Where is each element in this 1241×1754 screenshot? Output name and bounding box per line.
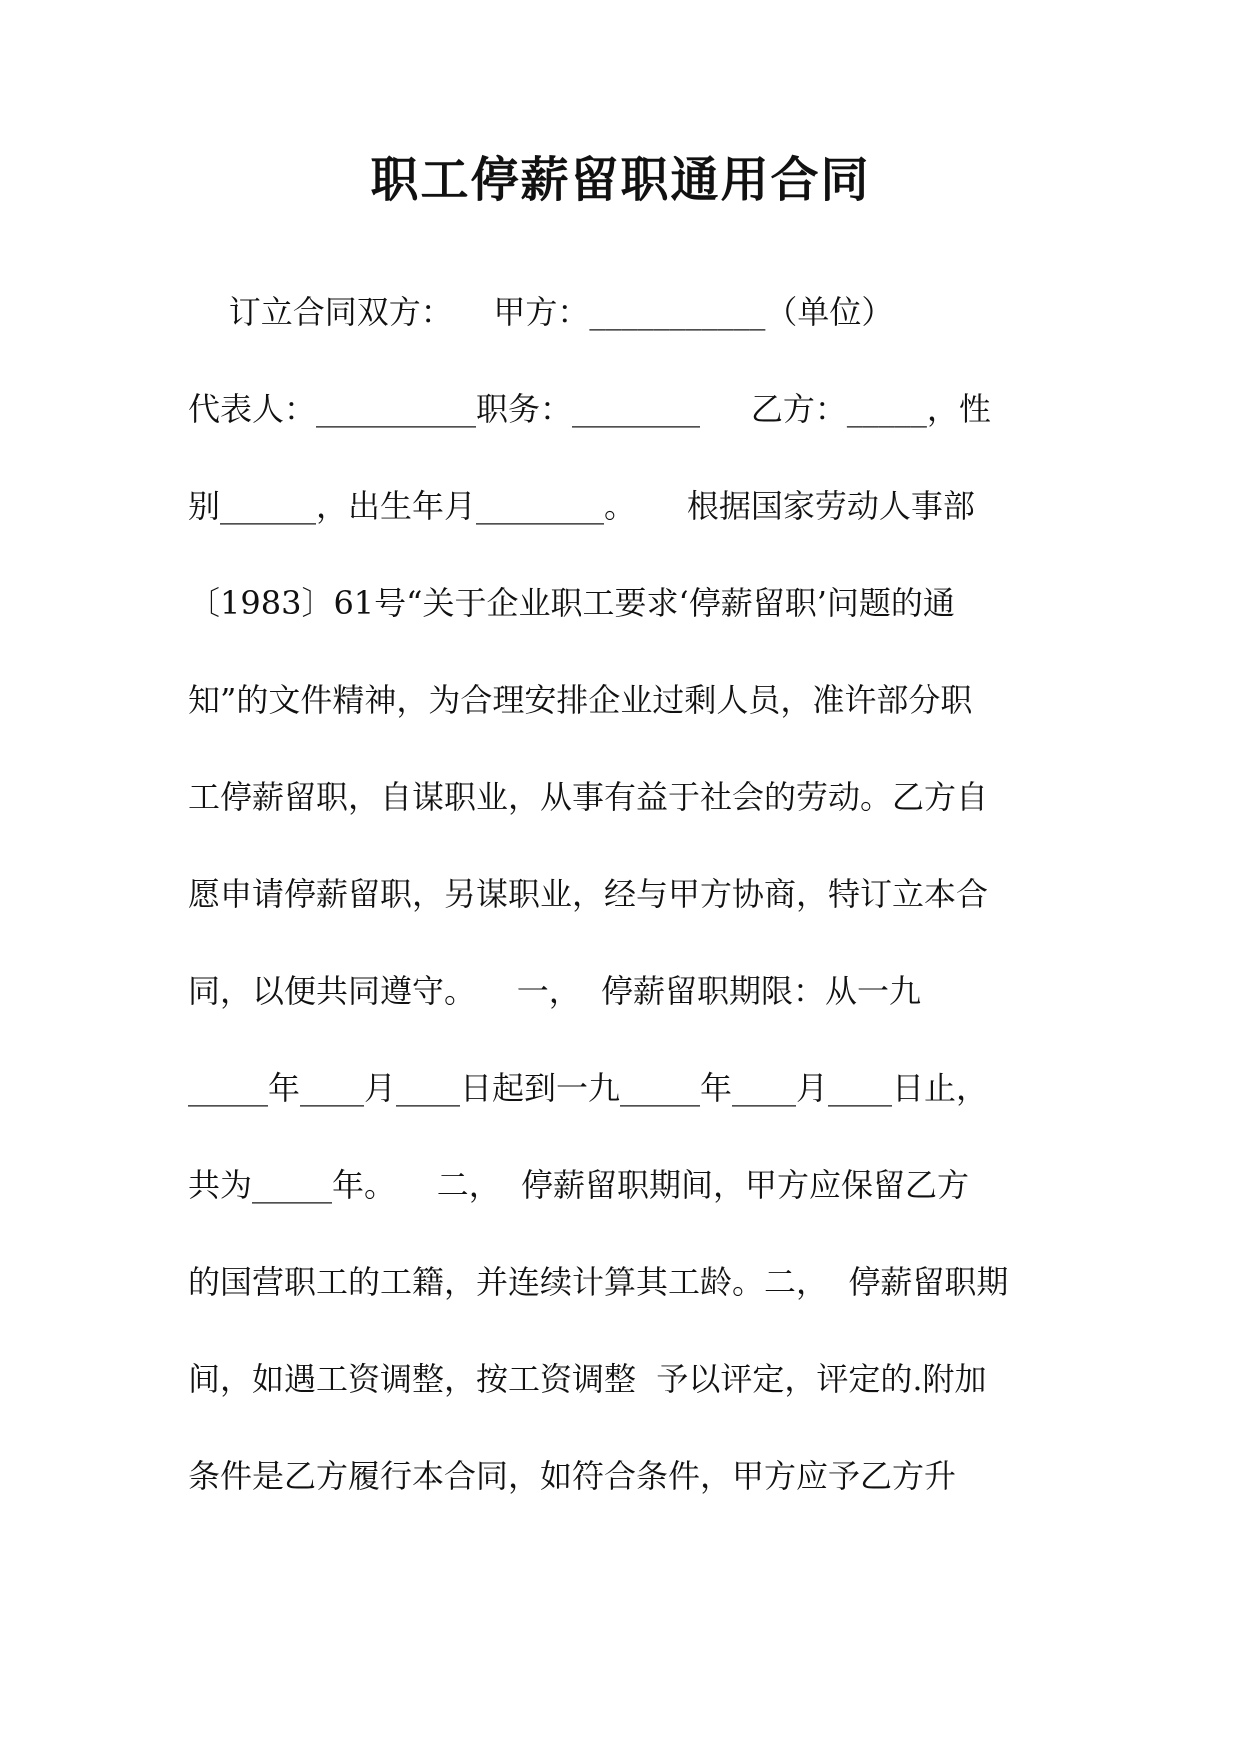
body-line: 的国营职工的工籍，并连续计算其工龄。二， 停薪留职期 bbox=[188, 1263, 1009, 1301]
contract-body bbox=[188, 292, 1048, 1553]
body-line: 〔1983〕61号“关于企业职工要求‘停薪留职’问题的通 bbox=[188, 584, 955, 622]
body-line: 愿申请停薪留职，另谋职业，经与甲方协商，特订立本合 bbox=[188, 875, 989, 913]
body-line: 间，如遇工资调整，按工资调整 予以评定，评定的.附加 bbox=[188, 1360, 987, 1398]
body-line: 条件是乙方履行本合同，如符合条件，甲方应予乙方升 bbox=[188, 1457, 957, 1495]
body-line: 共为_____年。 二， 停薪留职期间，甲方应保留乙方 bbox=[188, 1166, 970, 1204]
body-line: 别______，出生年月________。 根据国家劳动人事部 bbox=[188, 487, 975, 525]
document-title: 职工停薪留职通用合同 bbox=[370, 152, 871, 208]
body-line: 工停薪留职，自谋职业，从事有益于社会的劳动。乙方自 bbox=[188, 778, 989, 816]
body-line: 知”的文件精神，为合理安排企业过剩人员，准许部分职 bbox=[188, 681, 973, 719]
body-line: 代表人：__________职务：________ 乙方：_____，性 bbox=[188, 390, 991, 428]
body-line: _____年____月____日起到一九_____年____月____日止， bbox=[188, 1069, 989, 1107]
body-line: 订立合同双方： 甲方：___________（单位） bbox=[188, 293, 894, 331]
body-line: 同，以便共同遵守。 一， 停薪留职期限：从一九 bbox=[188, 972, 922, 1010]
